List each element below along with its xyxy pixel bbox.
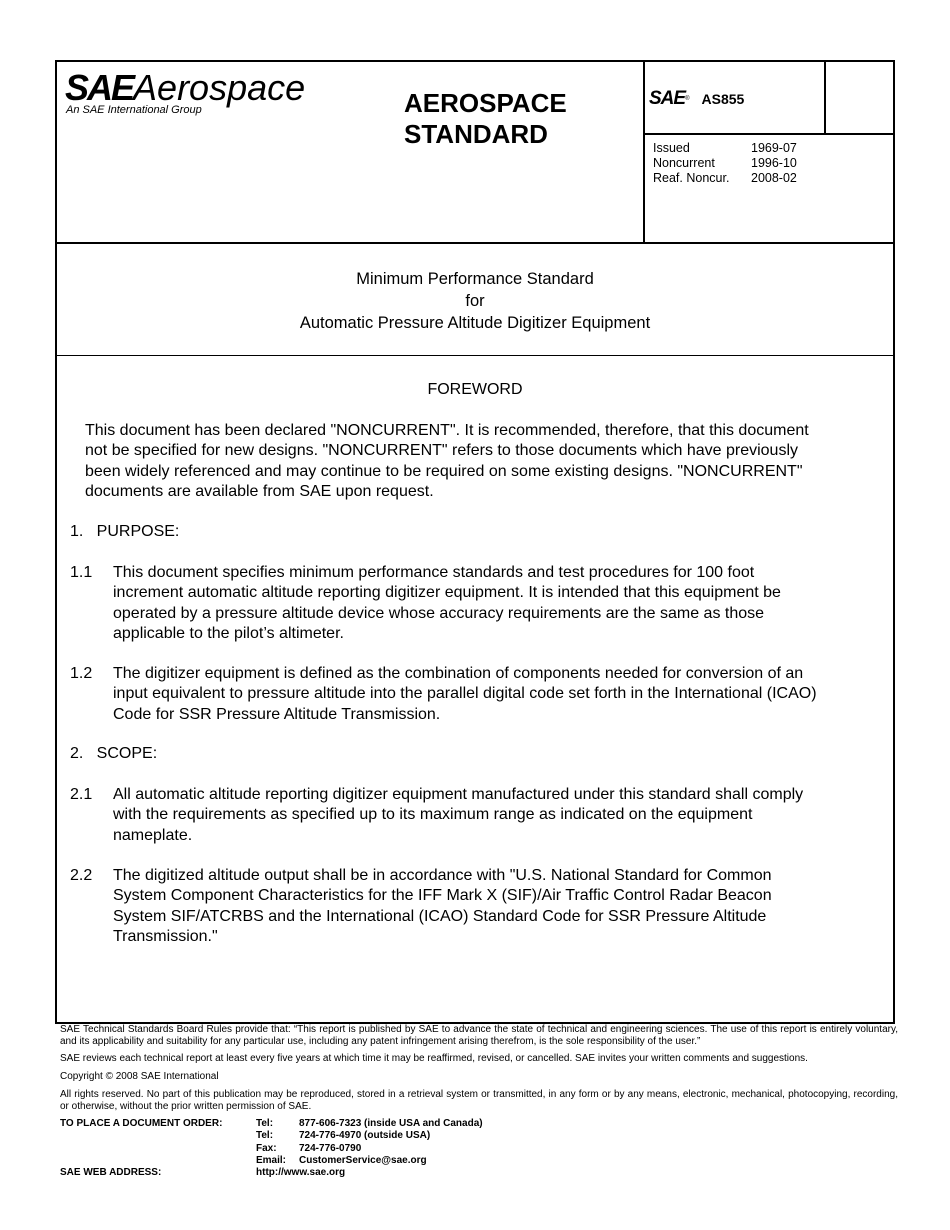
clause-line: input equivalent to pressure altitude into the parallel digital code set forth in the International (ICAO): [113, 685, 817, 703]
header-divider: [57, 242, 893, 244]
footer-rights: All rights reserved. No part of this publication may be reproduced, stored in a retrieval system or transmitted, in any form or by any means, electronic, mechanical, photocopying, recording, or otherwise, without the prior written permission of SAE.: [60, 1089, 898, 1112]
clause-text: [113, 563, 870, 644]
foreword-heading: FOREWORD: [427, 381, 523, 398]
paragraph-line: not be specified for new designs. "NONCURRENT" refers to those documents which have previously: [85, 442, 799, 460]
clause-text: [113, 866, 870, 947]
paragraph-line: been widely referenced and may continue to be required on some existing designs. "NONCURRENT": [85, 462, 803, 480]
corner-box-divider: [824, 62, 826, 133]
title-line: for: [465, 292, 485, 310]
document-dates: [653, 141, 797, 186]
contact-label: Tel:: [256, 1130, 274, 1142]
footer-rules: SAE Technical Standards Board Rules provide that: “This report is published by SAE to advance the state of technical and engineering sciences. The use of this report is entirely voluntary, and its applicability and suitability for any particular use, including any patent infringement arising therefrom, is the sole responsibility of the user.”: [60, 1024, 898, 1047]
logo-aerospace: Aerospace: [133, 67, 306, 108]
date-value: 1969-07: [751, 141, 797, 155]
document-title: [57, 268, 893, 334]
date-value: 2008-02: [751, 171, 797, 185]
clause-line: operated by a pressure altitude device whose accuracy requirements are the same as those: [113, 604, 765, 622]
document-id: [649, 88, 744, 110]
sae-mark-logo: SAE: [649, 88, 686, 109]
clause-line: nameplate.: [113, 826, 193, 844]
clause-line: All automatic altitude reporting digitizer equipment manufactured under this standard shall comply: [113, 786, 804, 803]
clause-line: This document specifies minimum performance standards and test procedures for 100 foot: [113, 564, 755, 581]
clause-number: 2.2: [70, 867, 93, 884]
logo-sae: SAE: [65, 67, 134, 108]
title-divider: [57, 355, 893, 356]
footer-copyright: Copyright © 2008 SAE International: [60, 1071, 219, 1082]
document-number: AS855: [701, 91, 745, 107]
paragraph-line: documents are available from SAE upon request.: [85, 482, 434, 500]
title-line: Minimum Performance Standard: [356, 270, 594, 288]
clause-1-1: [70, 563, 870, 644]
clause-line: with the requirements as specified up to its maximum range as indicated on the equipment: [113, 806, 753, 824]
doc-id-divider: [643, 133, 893, 135]
date-label: Noncurrent: [653, 156, 715, 170]
clause-line: applicable to the pilot’s altimeter.: [113, 624, 344, 642]
clause-1-2: [70, 664, 870, 725]
sae-aerospace-logo: [65, 67, 306, 116]
paragraph-line: This document has been declared "NONCURRENT". It is recommended, therefore, that this document: [85, 422, 809, 439]
clause-line: Transmission.": [113, 927, 218, 945]
clause-text: [113, 785, 870, 846]
clause-line: The digitizer equipment is defined as the combination of components needed for conversion of an: [113, 665, 804, 682]
date-row: [653, 171, 797, 186]
footer-review: SAE reviews each technical report at least every five years at which time it may be reaffirmed, revised, or cancelled. SAE invites your written comments and suggestions.: [60, 1053, 808, 1064]
date-value: 1996-10: [751, 156, 797, 170]
contact-email[interactable]: CustomerService@sae.org: [299, 1154, 427, 1166]
logo-subtitle: An SAE International Group: [66, 104, 202, 116]
web-address-link[interactable]: http://www.sae.org: [256, 1167, 346, 1179]
standard-type: [404, 88, 567, 150]
clause-line: increment automatic altitude reporting digitizer equipment. It is intended that this equipment be: [113, 584, 781, 602]
date-label: Reaf. Noncur.: [653, 171, 730, 185]
clause-2-1: [70, 785, 870, 846]
section-heading-purpose: 1. PURPOSE:: [70, 523, 180, 540]
title-line: Automatic Pressure Altitude Digitizer Equipment: [299, 314, 651, 332]
contact-label: Fax:: [256, 1142, 277, 1154]
contact-value: 724-776-0790: [299, 1142, 362, 1154]
standard-type-line2: STANDARD: [404, 119, 548, 149]
web-address-label: SAE WEB ADDRESS:: [60, 1167, 162, 1179]
clause-2-2: [70, 866, 870, 947]
date-row: [653, 156, 797, 171]
date-label: Issued: [653, 141, 690, 155]
contact-label: Email:: [256, 1154, 287, 1166]
contact-label: Tel:: [256, 1118, 274, 1129]
contact-value: 877-606-7323 (inside USA and Canada): [299, 1118, 483, 1129]
order-label: TO PLACE A DOCUMENT ORDER:: [60, 1118, 223, 1129]
clause-line: System SIF/ATCRBS and the International (ICAO) Standard Code for SSR Pressure Altitude: [113, 907, 767, 925]
clause-number: 2.1: [70, 786, 93, 803]
contact-value: 724-776-4970 (outside USA): [299, 1130, 431, 1142]
clause-number: 1.2: [70, 665, 93, 682]
clause-number: 1.1: [70, 564, 93, 581]
clause-line: The digitized altitude output shall be in accordance with "U.S. National Standard for Common: [113, 867, 772, 884]
date-row: [653, 141, 797, 156]
foreword-paragraph: [85, 421, 875, 502]
registered-mark: ®: [685, 96, 690, 102]
clause-text: [113, 664, 870, 725]
clause-line: Code for SSR Pressure Altitude Transmission.: [113, 705, 441, 723]
clause-line: System Component Characteristics for the IFF Mark X (SIF)/Air Traffic Control Radar Beacon: [113, 887, 772, 905]
standard-type-line1: AEROSPACE: [404, 88, 567, 118]
section-heading-scope: 2. SCOPE:: [70, 745, 158, 762]
header-column-divider: [643, 62, 645, 242]
